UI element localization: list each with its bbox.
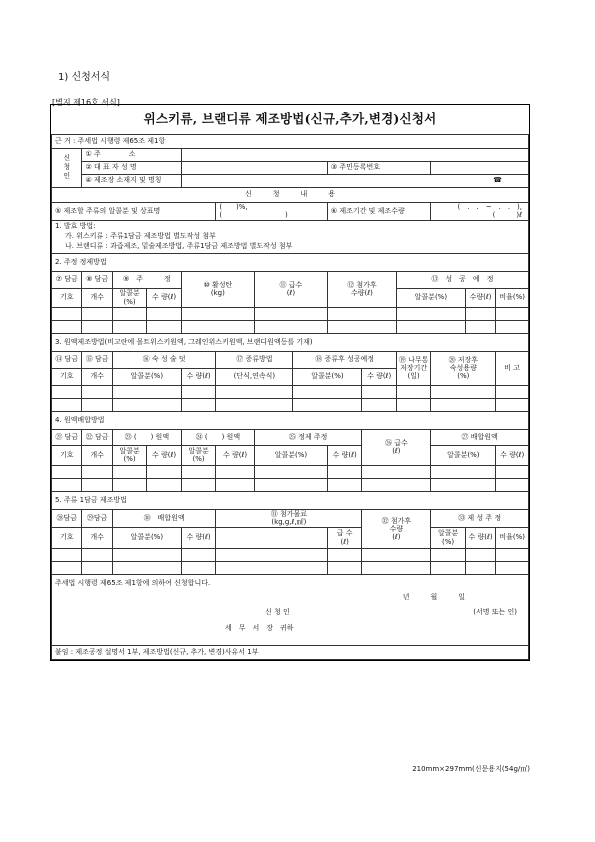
- s4-h4: ㉔ ( ) 원액: [181, 429, 254, 445]
- s3-h18a: 알콜분(%): [293, 368, 362, 385]
- s3-blank-row: [52, 398, 529, 411]
- signer-label: 신 청 인: [265, 607, 290, 616]
- s5-h6: ㉝ 제 성 주 정: [431, 509, 529, 527]
- s4-a4: 알콜분(%): [431, 445, 496, 465]
- application-form: [50, 104, 530, 661]
- s5-h4: ㉛ 첨가물료 (kg,g,ℓ,㎖): [216, 509, 362, 527]
- page-heading: 1) 신청서식: [58, 72, 111, 83]
- s4-h2: ㉒ 담금: [82, 429, 112, 445]
- s4-h7: ㉗ 배합원액: [431, 429, 529, 445]
- s5-h1b: 기호: [52, 527, 82, 548]
- s2-h7b: 기호: [52, 288, 82, 307]
- section1-title: 1. 발효 방법:: [55, 221, 96, 230]
- s4-a2: 알콜분(%): [181, 445, 215, 465]
- section3-title: 3. 원액제조방법(비고란에 몰트위스키원액, 그레인위스키원액, 브랜디원액등를 기재): [52, 333, 529, 351]
- s3-h18b: 수 량(ℓ): [362, 368, 396, 385]
- row6-values[interactable]: [431, 202, 529, 220]
- s4-b3: 수 량(ℓ): [327, 445, 361, 465]
- s5-a2: 알콜분(%): [431, 527, 465, 548]
- s4-h6: ㉖ 급수 (ℓ): [362, 429, 431, 465]
- form-title: 위스키류, 브랜디류 제조방법(신규,추가,변경)신청서: [52, 105, 529, 134]
- form-table: [51, 105, 529, 660]
- s2-h9b: 수 량(ℓ): [147, 288, 181, 307]
- declaration-block: [52, 574, 529, 645]
- phone-icon: ☎: [493, 176, 502, 185]
- paper-note: 210mm×297mm(신문용지(54g/㎡): [412, 765, 530, 773]
- s5-blank-row: [52, 548, 529, 561]
- s5-b2: 수 량(ℓ): [465, 527, 495, 548]
- s5-h5: ㉜ 첨가후 수량 (ℓ): [362, 509, 431, 548]
- s3-h16a: 알콜분(%): [112, 368, 181, 385]
- s2-h9: ⑨ 주 정: [112, 271, 181, 288]
- s2-h8: ⑧ 담금: [82, 271, 112, 288]
- row6-value-b: ( )ℓ: [492, 211, 522, 219]
- s3-h17b: (단식,연속식): [216, 368, 293, 385]
- row6-label: ⑥ 제조기간 및 제조수량: [327, 202, 430, 220]
- declaration-text: 주세법 시행령 제65조 제1항에 의하여 신청합니다.: [55, 578, 211, 587]
- s5-h4c: 급 수 (ℓ): [327, 527, 361, 548]
- date-line: 년 월 일: [402, 593, 465, 601]
- s5-blank-row: [52, 561, 529, 574]
- row5-values[interactable]: [216, 202, 328, 220]
- s3-h21: 비 고: [496, 351, 529, 385]
- s2-h8b: 개수: [82, 288, 112, 307]
- s2-h7: ⑦ 담금: [52, 271, 82, 288]
- section1-line1: 가. 위스키류 : 주류1담금 제조방법 별도작성 첨부: [65, 231, 216, 240]
- resident-no-label: ③ 주민등록번호: [327, 161, 430, 174]
- form-tag: [별지 제16호 서식]: [52, 98, 120, 107]
- s3-h16b: 수 량(ℓ): [181, 368, 215, 385]
- s5-h2: ㉙담금: [82, 509, 112, 527]
- s5-h2b: 개수: [82, 527, 112, 548]
- s3-h14: ⑭ 담금: [52, 351, 82, 368]
- s4-h2b: 개수: [82, 445, 112, 465]
- factory-label: ④ 제조장 소재지 및 명칭: [82, 174, 181, 187]
- factory-field[interactable]: [181, 174, 528, 187]
- s3-h19: ⑲ 나무통 저장기간 (일): [396, 351, 430, 385]
- s2-h13a: 알콜분(%): [396, 288, 465, 307]
- sign-note[interactable]: (서명 또는 인): [473, 607, 517, 616]
- s2-h13c: 비율(%): [496, 288, 529, 307]
- s4-b2: 수 량(ℓ): [216, 445, 255, 465]
- s5-h4-blank: [216, 527, 328, 548]
- row5-value-b: ( ): [219, 211, 288, 219]
- s2-h13: ⑬ 성 공 예 정: [396, 271, 528, 288]
- s4-a3: 알콜분(%): [254, 445, 327, 465]
- applicant-label: 신 청 인: [52, 148, 82, 187]
- s2-h10: ⑩ 활성탄 (kg): [181, 271, 254, 307]
- s5-h3: ㉚ 배합원액: [112, 509, 215, 527]
- section4-title: 4. 원액배합방법: [52, 411, 529, 429]
- section1: [52, 220, 529, 253]
- s2-blank-row: [52, 307, 529, 320]
- representative-field[interactable]: [181, 161, 327, 174]
- s4-blank-row: [52, 478, 529, 491]
- s4-blank-row: [52, 465, 529, 478]
- section5-title: 5. 주류 1담금 제조방법: [52, 491, 529, 509]
- representative-label: ② 대 표 자 성 명: [82, 161, 181, 174]
- s2-h11: ⑪ 급수 (ℓ): [254, 271, 327, 307]
- address-label: ① 주 소: [82, 148, 181, 161]
- s2-h12: ⑫ 첨가후 수량(ℓ): [327, 271, 396, 307]
- s4-b4: 수 량(ℓ): [496, 445, 529, 465]
- s4-h1: ㉑ 담금: [52, 429, 82, 445]
- row5-value-a: ( )%,: [219, 203, 248, 211]
- s4-h5: ㉕ 정제 주정: [254, 429, 362, 445]
- s2-h9a: 알콜분(%): [112, 288, 146, 307]
- s3-h20: ⑳ 저장후 숙성용량 (%): [431, 351, 496, 385]
- s4-h3: ㉓ ( ) 원액: [112, 429, 181, 445]
- recipient: 세 무 서 장 귀하: [225, 623, 294, 632]
- s5-a1: 알콜분(%): [112, 527, 181, 548]
- s3-h15: ⑮ 담금: [82, 351, 112, 368]
- row6-value-a: ( . . ~ . . ),: [457, 203, 522, 211]
- attachment: 붙임 : 제조공정 설명서 1부, 제조방법(신규, 추가, 변경)사유서 1부: [52, 645, 529, 659]
- s5-c2: 비율(%): [496, 527, 529, 548]
- s3-h16: ⑯ 숙 성 술 덧: [112, 351, 215, 368]
- s3-h18: ⑱ 증류후 성공예정: [293, 351, 396, 368]
- s3-h15b: 개수: [82, 368, 112, 385]
- s4-b1: 수 량(ℓ): [147, 445, 181, 465]
- section2-title: 2. 주정 정제방법: [52, 253, 529, 271]
- s5-h1: ㉘담금: [52, 509, 82, 527]
- s2-h13b: 수량(ℓ): [465, 288, 495, 307]
- section1-line2: 나. 브랜디류 : 과즙제조, 밑술제조방법, 주류1담금 제조방법 별도작성 첨부: [65, 241, 293, 250]
- s4-h1b: 기호: [52, 445, 82, 465]
- s5-b1: 수 량(ℓ): [181, 527, 215, 548]
- s3-blank-row: [52, 385, 529, 398]
- content-header: 신 청 내 용: [52, 187, 529, 202]
- legal-basis: 근 거 : 주세법 시행령 제65조 제1항: [52, 134, 529, 148]
- address-field[interactable]: [181, 148, 528, 161]
- resident-no-field[interactable]: [431, 161, 529, 174]
- s2-blank-row: [52, 320, 529, 333]
- s4-a1: 알콜분(%): [112, 445, 146, 465]
- row5-label: ⑤ 제조할 주류의 알콜분 및 상표명: [52, 202, 216, 220]
- s3-h14b: 기호: [52, 368, 82, 385]
- s3-h17: ⑰ 증류방법: [216, 351, 293, 368]
